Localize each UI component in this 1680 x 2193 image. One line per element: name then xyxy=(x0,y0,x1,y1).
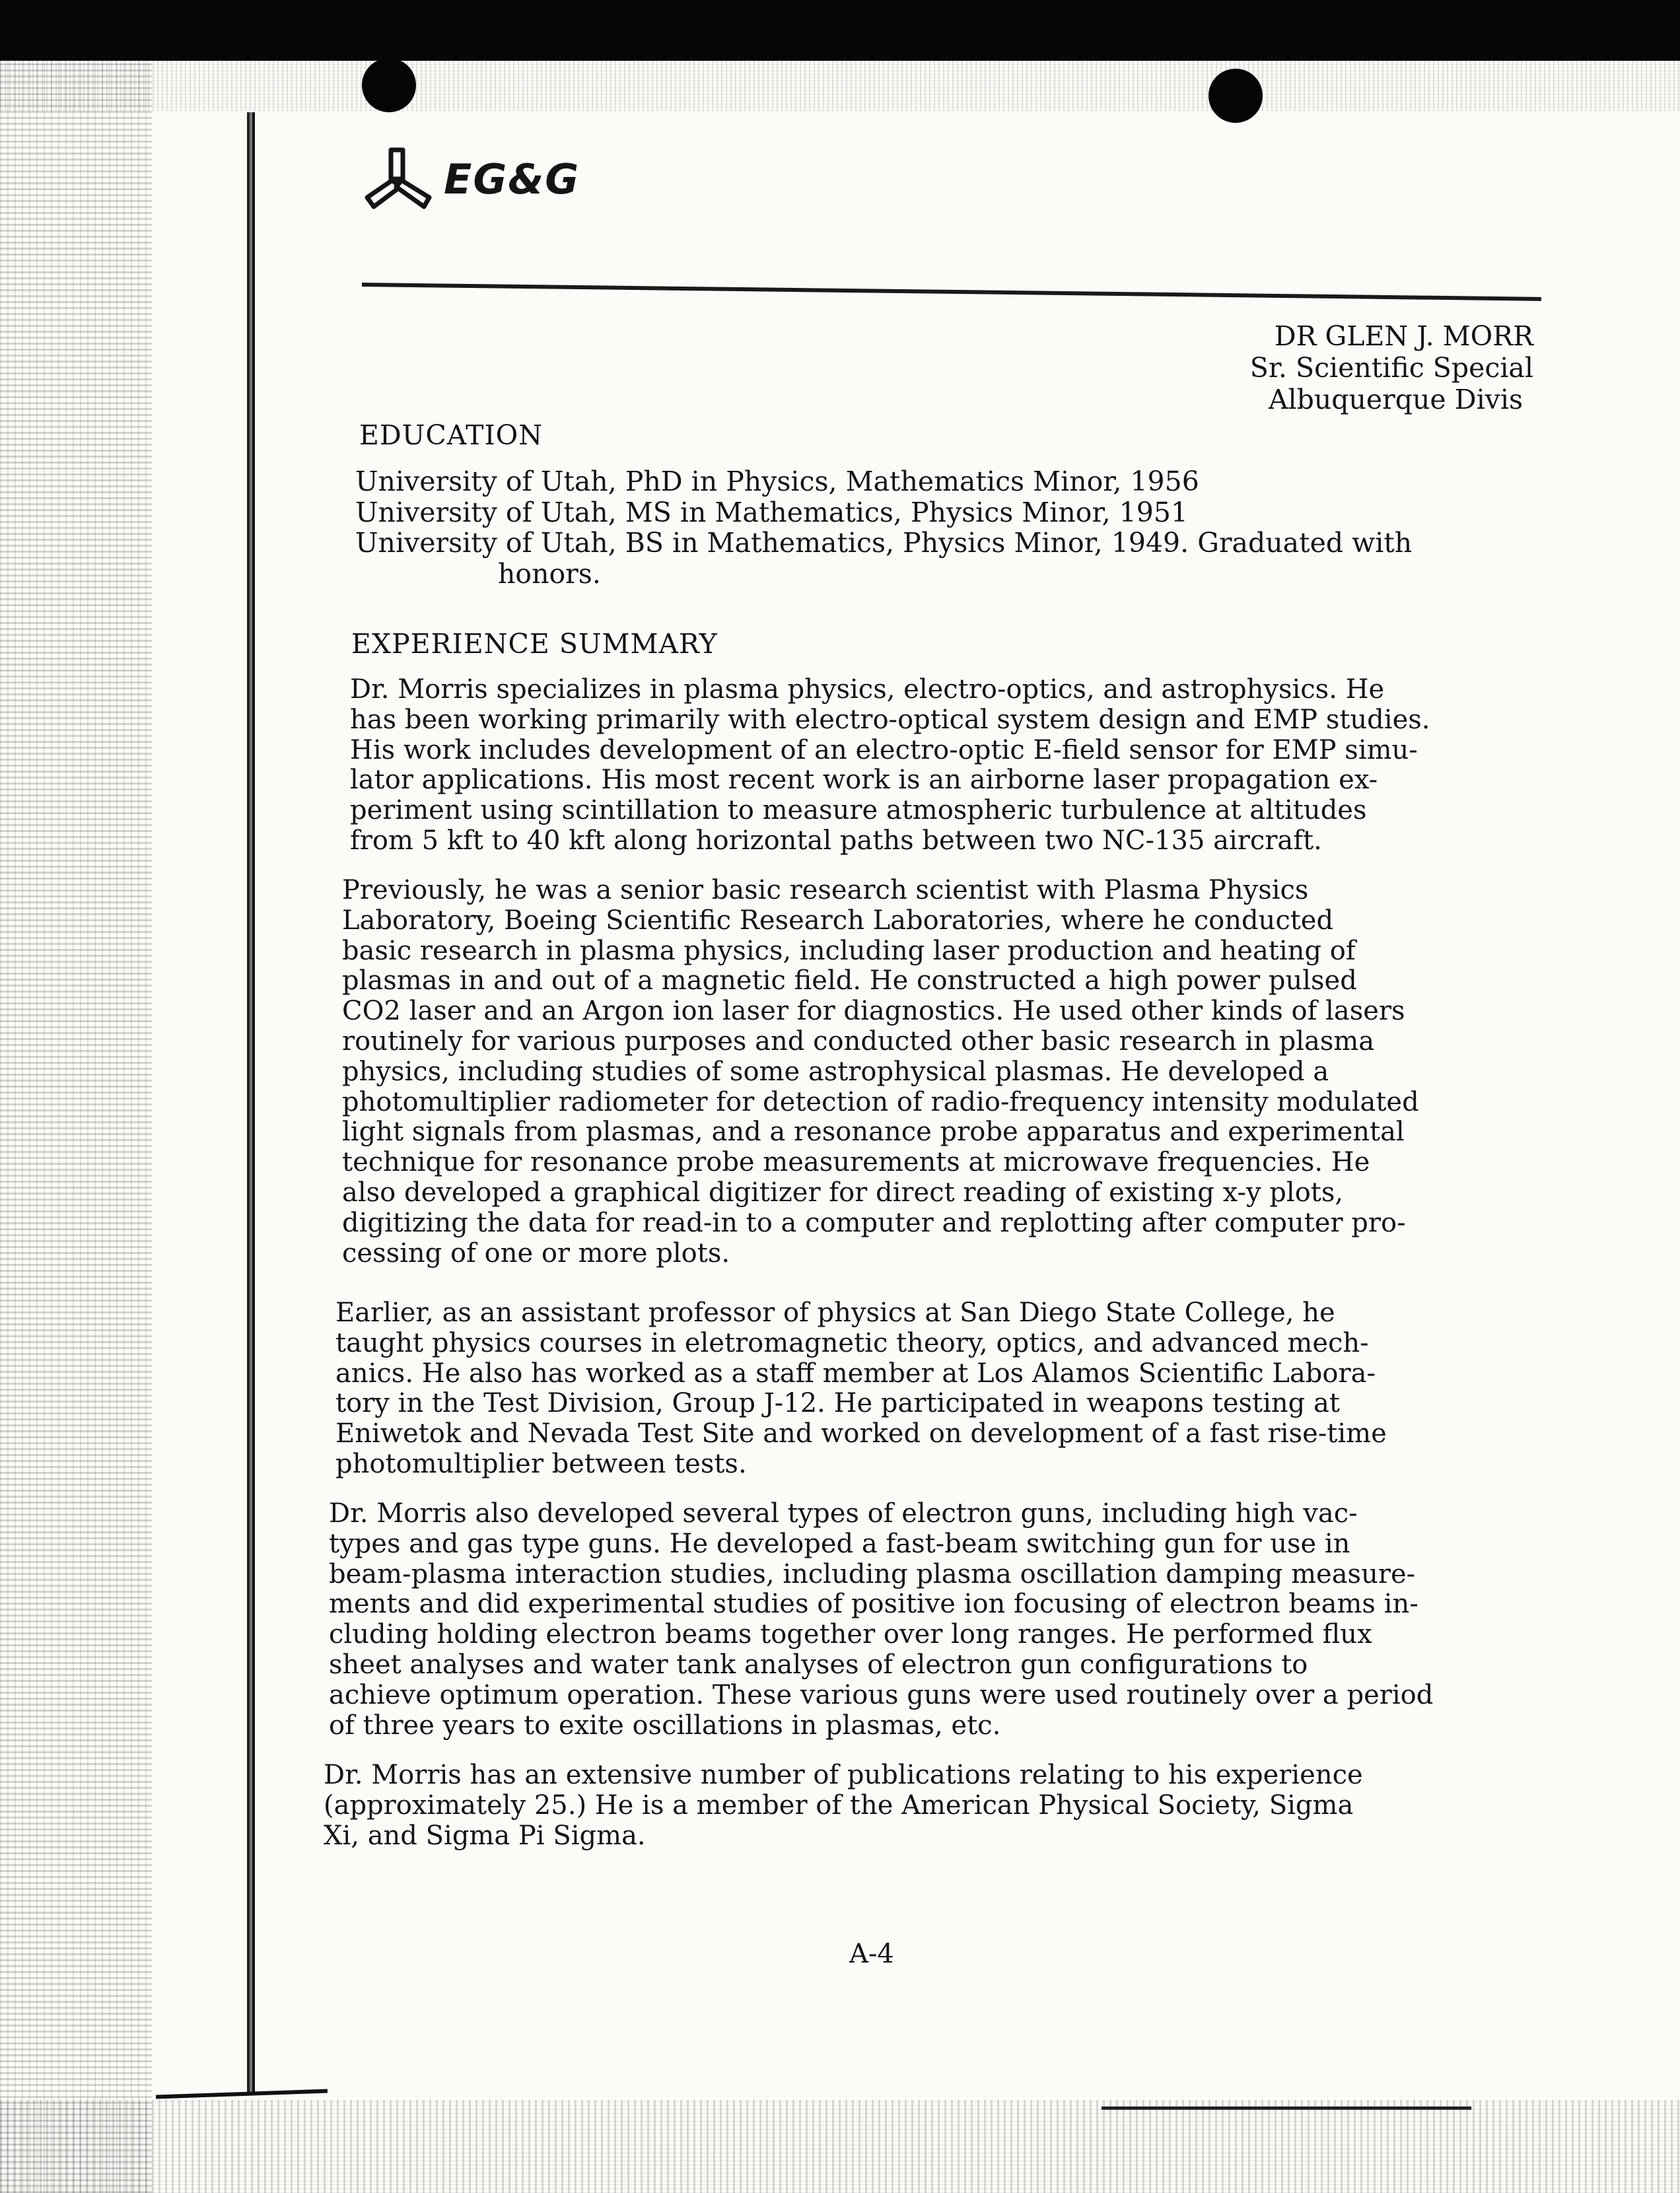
author-name: DR GLEN J. MORR xyxy=(1274,320,1533,352)
education-line: honors. xyxy=(498,557,601,590)
paragraph-line: cessing of one or more plots. xyxy=(342,1237,730,1269)
author-title: Sr. Scientific Special xyxy=(1249,352,1533,384)
experience-heading: EXPERIENCE SUMMARY xyxy=(351,628,718,660)
paragraph-line: types and gas type guns. He developed a fast-beam switching gun for use in xyxy=(329,1528,1350,1559)
paragraph-line: lator applications. His most recent work is an airborne laser propagation ex- xyxy=(350,765,1378,796)
paragraph-line: sheet analyses and water tank analyses of electron gun configurations to xyxy=(329,1649,1308,1680)
paragraph-line: digitizing the data for read-in to a computer and replotting after computer pro- xyxy=(342,1207,1406,1238)
paragraph-line: light signals from plasmas, and a resonance probe apparatus and experimental xyxy=(342,1117,1405,1148)
page-number: A-4 xyxy=(849,1939,894,1969)
scan-left-noise xyxy=(0,53,152,2193)
education-line: University of Utah, BS in Mathematics, Physics Minor, 1949. Graduated with xyxy=(355,527,1413,559)
paragraph-line: routinely for various purposes and conducted other basic research in plasma xyxy=(342,1026,1375,1057)
experience-paragraph-3 xyxy=(335,1298,1387,1480)
company-logo xyxy=(362,143,580,215)
scan-top-noise xyxy=(0,58,1680,111)
education-line: University of Utah, PhD in Physics, Mathematics Minor, 1956 xyxy=(355,466,1199,497)
paragraph-line: beam-plasma interaction studies, including plasma oscillation damping measure- xyxy=(329,1558,1416,1589)
scan-bottom-noise xyxy=(0,2100,1680,2193)
paragraph-line: Dr. Morris also developed several types of electron guns, including high vac- xyxy=(329,1498,1358,1529)
experience-paragraph-4 xyxy=(329,1499,1433,1741)
education-line: University of Utah, MS in Mathematics, Physics Minor, 1951 xyxy=(355,496,1188,528)
paragraph-line: taught physics courses in eletromagnetic theory, optics, and advanced mech- xyxy=(335,1327,1369,1358)
paragraph-line: technique for resonance probe measurements at microwave frequencies. He xyxy=(342,1147,1370,1178)
experience-paragraph-2 xyxy=(342,876,1419,1269)
paragraph-line: Dr. Morris has an extensive number of publications relating to his experience xyxy=(324,1760,1363,1790)
paragraph-line: achieve optimum operation. These various guns were used routinely over a period xyxy=(329,1679,1434,1710)
paragraph-line: CO2 laser and an Argon ion laser for diagnostics. He used other kinds of lasers xyxy=(342,996,1405,1027)
experience-paragraph-5 xyxy=(324,1760,1363,1851)
paragraph-line: has been working primarily with electro-optical system design and EMP studies. xyxy=(350,704,1430,735)
binding-edge-foot xyxy=(156,2089,328,2099)
scan-top-border xyxy=(0,0,1680,61)
logo-wordmark: EG&G xyxy=(444,155,580,203)
paragraph-line: also developed a graphical digitizer for direct reading of existing x-y plots, xyxy=(342,1177,1344,1208)
experience-paragraph-1 xyxy=(350,675,1430,856)
paragraph-line: Previously, he was a senior basic research scientist with Plasma Physics xyxy=(342,875,1309,905)
paragraph-line: basic research in plasma physics, including laser production and heating of xyxy=(342,935,1356,966)
paragraph-line: photomultiplier radiometer for detection of radio-frequency intensity modulated xyxy=(342,1086,1419,1117)
punch-hole-left xyxy=(362,58,416,112)
paragraph-line: Xi, and Sigma Pi Sigma. xyxy=(324,1820,646,1851)
paragraph-line: (approximately 25.) He is a member of the American Physical Society, Sigma xyxy=(324,1790,1354,1821)
paragraph-line: Earlier, as an assistant professor of physics at San Diego State College, he xyxy=(335,1298,1335,1328)
logo-tripod-icon xyxy=(362,146,435,212)
paragraph-line: plasmas in and out of a magnetic field. He constructed a high power pulsed xyxy=(342,965,1357,996)
paragraph-line: photomultiplier between tests. xyxy=(335,1448,747,1479)
author-division: Albuquerque Divis xyxy=(1268,384,1523,415)
paragraph-line: Dr. Morris specializes in plasma physics, electro-optics, and astrophysics. He xyxy=(350,674,1385,705)
paragraph-line: periment using scintillation to measure atmospheric turbulence at altitudes xyxy=(350,795,1367,826)
paragraph-line: His work includes development of an electro-optic E-field sensor for EMP simu- xyxy=(350,734,1418,765)
paragraph-line: of three years to exite oscillations in plasmas, etc. xyxy=(329,1710,1001,1741)
education-list xyxy=(355,466,1412,589)
paragraph-line: Eniwetok and Nevada Test Site and worked on development of a fast rise-time xyxy=(335,1418,1387,1449)
paragraph-line: ments and did experimental studies of positive ion focusing of electron beams in- xyxy=(329,1589,1418,1620)
paragraph-line: tory in the Test Division, Group J-12. He participated in weapons testing at xyxy=(335,1388,1340,1419)
punch-hole-right xyxy=(1208,69,1263,123)
paragraph-line: anics. He also has worked as a staff member at Los Alamos Scientific Labora- xyxy=(335,1358,1376,1389)
education-heading: EDUCATION xyxy=(359,419,543,451)
binding-edge-line xyxy=(247,112,255,2093)
paragraph-line: Laboratory, Boeing Scientific Research Laboratories, where he conducted xyxy=(342,905,1334,936)
bottom-rule xyxy=(1102,2106,1471,2110)
paragraph-line: cluding holding electron beams together over long ranges. He performed flux xyxy=(329,1619,1372,1650)
paragraph-line: from 5 kft to 40 kft along horizontal paths between two NC-135 aircraft. xyxy=(350,825,1322,856)
paragraph-line: physics, including studies of some astrophysical plasmas. He developed a xyxy=(342,1056,1329,1087)
header-rule xyxy=(362,283,1541,301)
